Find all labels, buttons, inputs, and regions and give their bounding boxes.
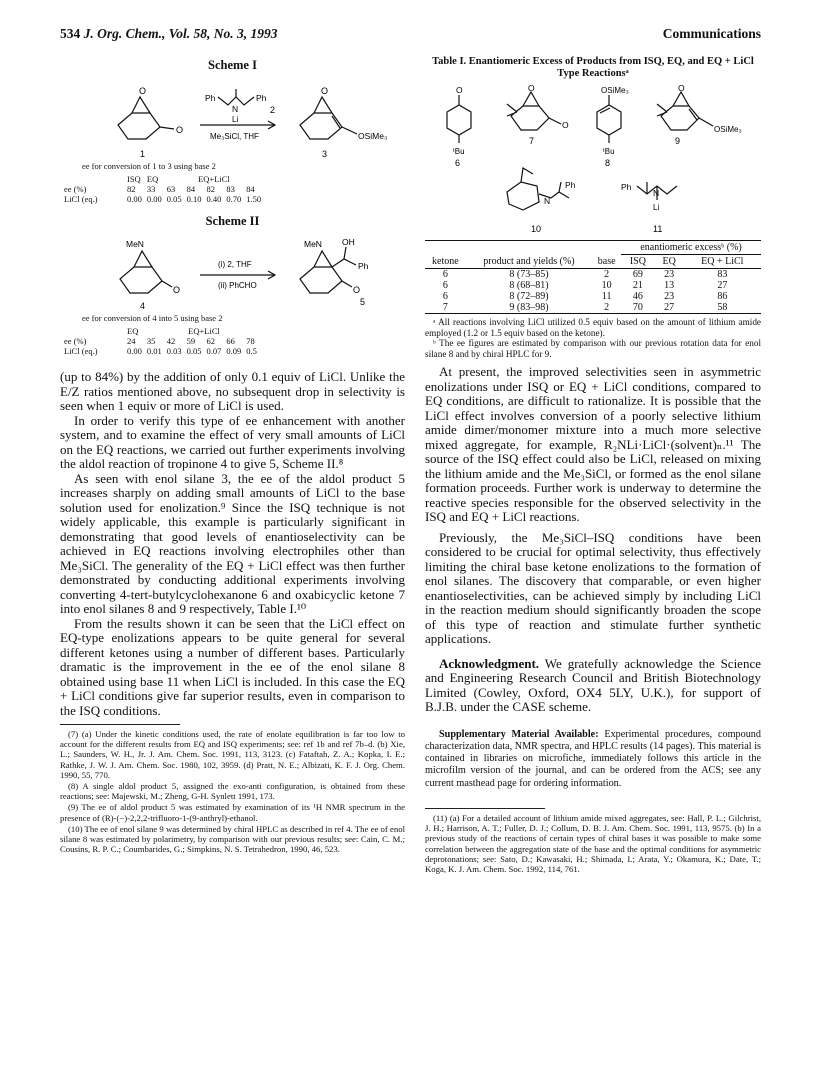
scheme1-conditions: Me₃SiCl, THF <box>210 132 259 141</box>
footnote: (10) The ee of enol silane 9 was determined by chiral HPLC as described in ref 4. The ee of enol silane 8 was estimated by polarimetry, by comparison with our previous results; see: Cain, C. M.; Cousins, R. P. C.; Coumbarides, G.; Simpkins, N. S. Tetrahedron, 1990, 46, 523. <box>60 823 405 855</box>
table-row: 6 8 (73–85) 2 69 23 83 <box>425 269 761 281</box>
compound-9-osime3: OSiMe₃ <box>714 125 742 134</box>
supplementary-text: Experimental procedures, compound characterization data, NMR spectra, and HPLC results (14 pages). This material is contained in libraries on microfiche, immediately follows this article in the microfilm version of the journal, and can be ordered from the ACS; see any current masthead page for ordering information. <box>425 728 761 789</box>
svg-text:O: O <box>562 120 569 130</box>
compound-5-group: MeN <box>304 239 322 249</box>
compound-5-label: 5 <box>360 297 366 307</box>
compound-5-oh: OH <box>342 237 355 247</box>
compound-7-label: 7 <box>529 136 535 146</box>
right-column <box>425 56 761 875</box>
footnote-divider <box>425 808 545 809</box>
compound-3-label: 3 <box>322 149 328 159</box>
table1-footnotes <box>425 317 761 359</box>
scheme2-conditions-2: (ii) PhCHO <box>218 281 257 290</box>
compound-10-ph: Ph <box>565 180 576 190</box>
paragraph: In order to verify this type of ee enhancement with another system, and to examine the effect of very small amounts of LiCl on the EQ reactions, we carried out further experiments involving the aldol reaction of tropinone 4 to give 5, Scheme II.⁸ <box>60 412 405 471</box>
compound-10-label: 10 <box>531 224 542 234</box>
paragraph: (up to 84%) by the addition of only 0.1 equiv of LiCl. Unlike the E/Z ratios mentioned above, no subsequent drop in selectivity is seen when 1 equiv or more of LiCl is used. <box>60 369 405 413</box>
svg-text:O: O <box>528 83 535 93</box>
scheme1-figure <box>60 77 405 159</box>
compound-10-n: N <box>544 196 551 206</box>
footnote: (11) (a) For a detailed account of lithium amide mixed aggregates, see: Hall, P. L.; Gilchrist, J. H.; Harrison, A. T.; Fuller, D. J.; Collum, D. B. J. Am. Chem. Soc. 1991, 113, 9575. (b) In a previous study of the reactions of certain types of chiral bases it was possible to make some correlation between the aggregation state of the base and the optimal conditions for asymmetric deprotonations; see: Sato, D.; Kawasaki, H.; Shimada, I.; Arata, Y.; Okamura, K.; Date, T.; Koga, K. J. Am. Chem. Soc. 1992, 114, 761. <box>425 812 761 874</box>
scheme1-ee-table <box>64 174 266 204</box>
section-name: Communications <box>662 26 761 41</box>
table-row: ee (%) 82 33 63 84 82 83 84 <box>64 184 255 194</box>
scheme2-caption: ee for conversion of 4 into 5 using base 2 <box>82 313 223 323</box>
compound-6-tbu: ᵗBu <box>453 147 465 156</box>
supplementary-heading: Supplementary Material Available: <box>439 728 599 740</box>
scheme2-title: Scheme II <box>205 214 260 228</box>
compound-11-n: N <box>653 188 660 198</box>
table-row: 7 9 (83–98) 2 70 27 58 <box>425 302 761 314</box>
table-row: ee (%) 24 35 42 59 62 66 78 <box>64 336 255 346</box>
table-header-row: ketone product and yields (%) base enantiomeric excessᵇ (%) <box>425 241 761 255</box>
compound-6-label: 6 <box>455 158 461 168</box>
table1-structures <box>425 82 761 240</box>
paragraph: Previously, the Me₃SiCl–ISQ conditions have been considered to be crucial for optimal selectivity, thus effectively limiting the chiral base ketone enolizations to the formation of enol silanes. The discovery that comparable, or even higher enantioselectivities, can be achieved simply by including LiCl in the reaction medium should significantly broaden the scope of this type of reaction and stimulate further synthetic applications. <box>425 529 761 647</box>
table-row: LiCl (eq.) 0.00 0.01 0.03 0.05 0.07 0.09 0.5 <box>64 346 257 356</box>
svg-text:N: N <box>232 104 239 114</box>
scheme2-ee-table <box>64 326 262 356</box>
svg-text:O: O <box>321 86 329 96</box>
svg-text:O: O <box>353 285 361 295</box>
svg-text:Ph: Ph <box>205 93 216 103</box>
compound-5-ph: Ph <box>358 261 369 271</box>
svg-text:O: O <box>139 86 147 96</box>
paragraph: As seen with enol silane 3, the ee of the aldol product 5 increases sharply on adding small amounts of LiCl to the base solution used for enolization.⁹ Since the ISQ technique is not widely applicable, this example is particularly significant in demonstrating that good levels of enantioselectivity can be achieved in EQ reactions involving electrophiles other than Me₃SiCl. The generality of the EQ + LiCl effect was then further demonstrated by conducting additional experiments involving converting 4-tert-butylcyclohexanone 6 and oxabicyclic ketone 7 into enol silanes 8 and 9 respectively, Table I.¹⁰ <box>60 470 405 616</box>
compound-4-label: 4 <box>140 301 146 311</box>
scheme1-product-group: OSiMe₃ <box>358 131 388 141</box>
footnote-divider <box>60 724 180 725</box>
compound-11-li: Li <box>653 203 660 212</box>
svg-text:O: O <box>173 285 181 295</box>
paragraph: At present, the improved selectivities seen in asymmetric enolizations under ISQ or EQ + LiCl conditions, compared to EQ conditions, are difficult to rationalize. It is possible that the LiCl effect involves conversion of a poorly selective lithium amide dimer/monomer mixture into a much more selective mixed aggregate, for example, R₂NLi·LiCl·(solvent)ₙ.¹¹ The source of the ISQ effect could also be LiCl, released on mixing the lithium amide and the Me₃SiCl, or formed as the enol silane formation proceeds. Further work is underway to determine the reactive species responsible for the observed selectivity in the ISQ and EQ + LiCl reactions. <box>425 364 761 525</box>
acknowledgment-text: We gratefully acknowledge the Science and Engineering Research Council and British Biotechnology Limited (Cowley, Oxford, OX4 5LY, U.K.), for support of B.J.B. under the CASE scheme. <box>425 655 761 715</box>
scheme2-figure <box>60 233 405 311</box>
scheme2-conditions-1: (i) 2, THF <box>218 260 252 269</box>
table-row: ISQ EQ EQ+LiCl <box>127 174 230 184</box>
page-header <box>60 26 761 46</box>
svg-text:Ph: Ph <box>256 93 267 103</box>
table1-results <box>425 240 761 314</box>
compound-1-label: 1 <box>140 149 146 159</box>
compound-4-group: MeN <box>126 239 144 249</box>
compound-8-label: 8 <box>605 158 611 168</box>
acknowledgment-heading: Acknowledgment. <box>439 655 540 671</box>
svg-text:O: O <box>176 125 184 135</box>
table-row: EQ EQ+LiCl <box>127 326 220 336</box>
scheme1-base-number: 2 <box>270 105 276 115</box>
table-row: 6 8 (68–81) 10 21 13 27 <box>442 280 728 291</box>
left-body-text <box>60 370 405 718</box>
svg-text:O: O <box>678 83 685 93</box>
scheme1-title: Scheme I <box>208 58 257 72</box>
compound-8-osime3: OSiMe₃ <box>601 86 629 95</box>
acknowledgment <box>425 657 761 715</box>
footnote: ᵃ All reactions involving LiCl utilized 0.5 equiv based on the amount of lithium amide employed (1.2 or 1.5 equiv based on the ketone). <box>425 317 761 338</box>
scheme1-caption: ee for conversion of 1 to 3 using base 2 <box>82 161 216 171</box>
right-body-text <box>425 365 761 647</box>
compound-9-label: 9 <box>675 136 681 146</box>
left-footnotes <box>60 729 405 854</box>
footnote: (7) (a) Under the kinetic conditions used, the rate of enolate equilibration is far too low to account for the different results from EQ and ISQ experiments; see: ref 1b and ref 7b–d. (b) Xie, L.; Saunders, W. H., Jr. J. Am. Chem. Soc. 1991, 113, 3123. (c) Fataftah, Z. A.; Kopka, I. E.; Rathke, J. W. J. Am. Chem. Soc. 1980, 102, 3959. (d) Pratt, N. E.; Albizati, K. F. J. Org. Chem. 1990, 55, 770. <box>60 729 405 780</box>
paragraph: From the results shown it can be seen that the LiCl effect on EQ-type enolizations appears to be quite general for several different ketones using a number of different bases. Particularly dramatic is the improvement in the ee of the enol silane 8 obtained using base 11 when LiCl is included. In this case the EQ + LiCl conditions give far superior results, even in comparison to the ISQ conditions. <box>60 615 405 718</box>
footnote: (8) A single aldol product 5, assigned the exo-anti configuration, is obtained from these reactions; see: Majewski, M.; Zheng, G-H. Synlett 1991, 173. <box>60 781 405 802</box>
table-row: 6 8 (72–89) 11 46 23 86 <box>442 291 728 302</box>
svg-text:O: O <box>456 85 463 95</box>
page-number: 534 <box>60 26 81 41</box>
footnote: (9) The ee of aldol product 5 was estimated by examination of its ¹H NMR spectrum in the presence of (R)-(−)-2,2,2-trifluoro-1-(9-anthryl)-ethanol. <box>60 802 405 823</box>
compound-11-label: 11 <box>653 224 663 234</box>
journal-citation: J. Org. Chem., Vol. 58, No. 3, 1993 <box>83 26 278 41</box>
compound-8-tbu: ᵗBu <box>603 147 615 156</box>
left-column <box>60 56 405 855</box>
right-footnotes <box>425 813 761 874</box>
scheme1-li: Li <box>232 115 239 124</box>
supplementary-material <box>425 729 761 790</box>
table1-title: Table I. Enantiomeric Excess of Products from ISQ, EQ, and EQ + LiCl Type Reactionsᵃ <box>432 56 754 79</box>
footnote: ᵇ The ee figures are estimated by comparison with our previous rotation data for enol silane 8 and by chiral HPLC for 9. <box>425 338 761 359</box>
table-header-row: ISQ EQ EQ + LiCl <box>629 256 744 267</box>
table-row: LiCl (eq.) 0.00 0.00 0.05 0.10 0.40 0.70 1.50 <box>64 194 262 204</box>
compound-11-ph: Ph <box>621 182 632 192</box>
